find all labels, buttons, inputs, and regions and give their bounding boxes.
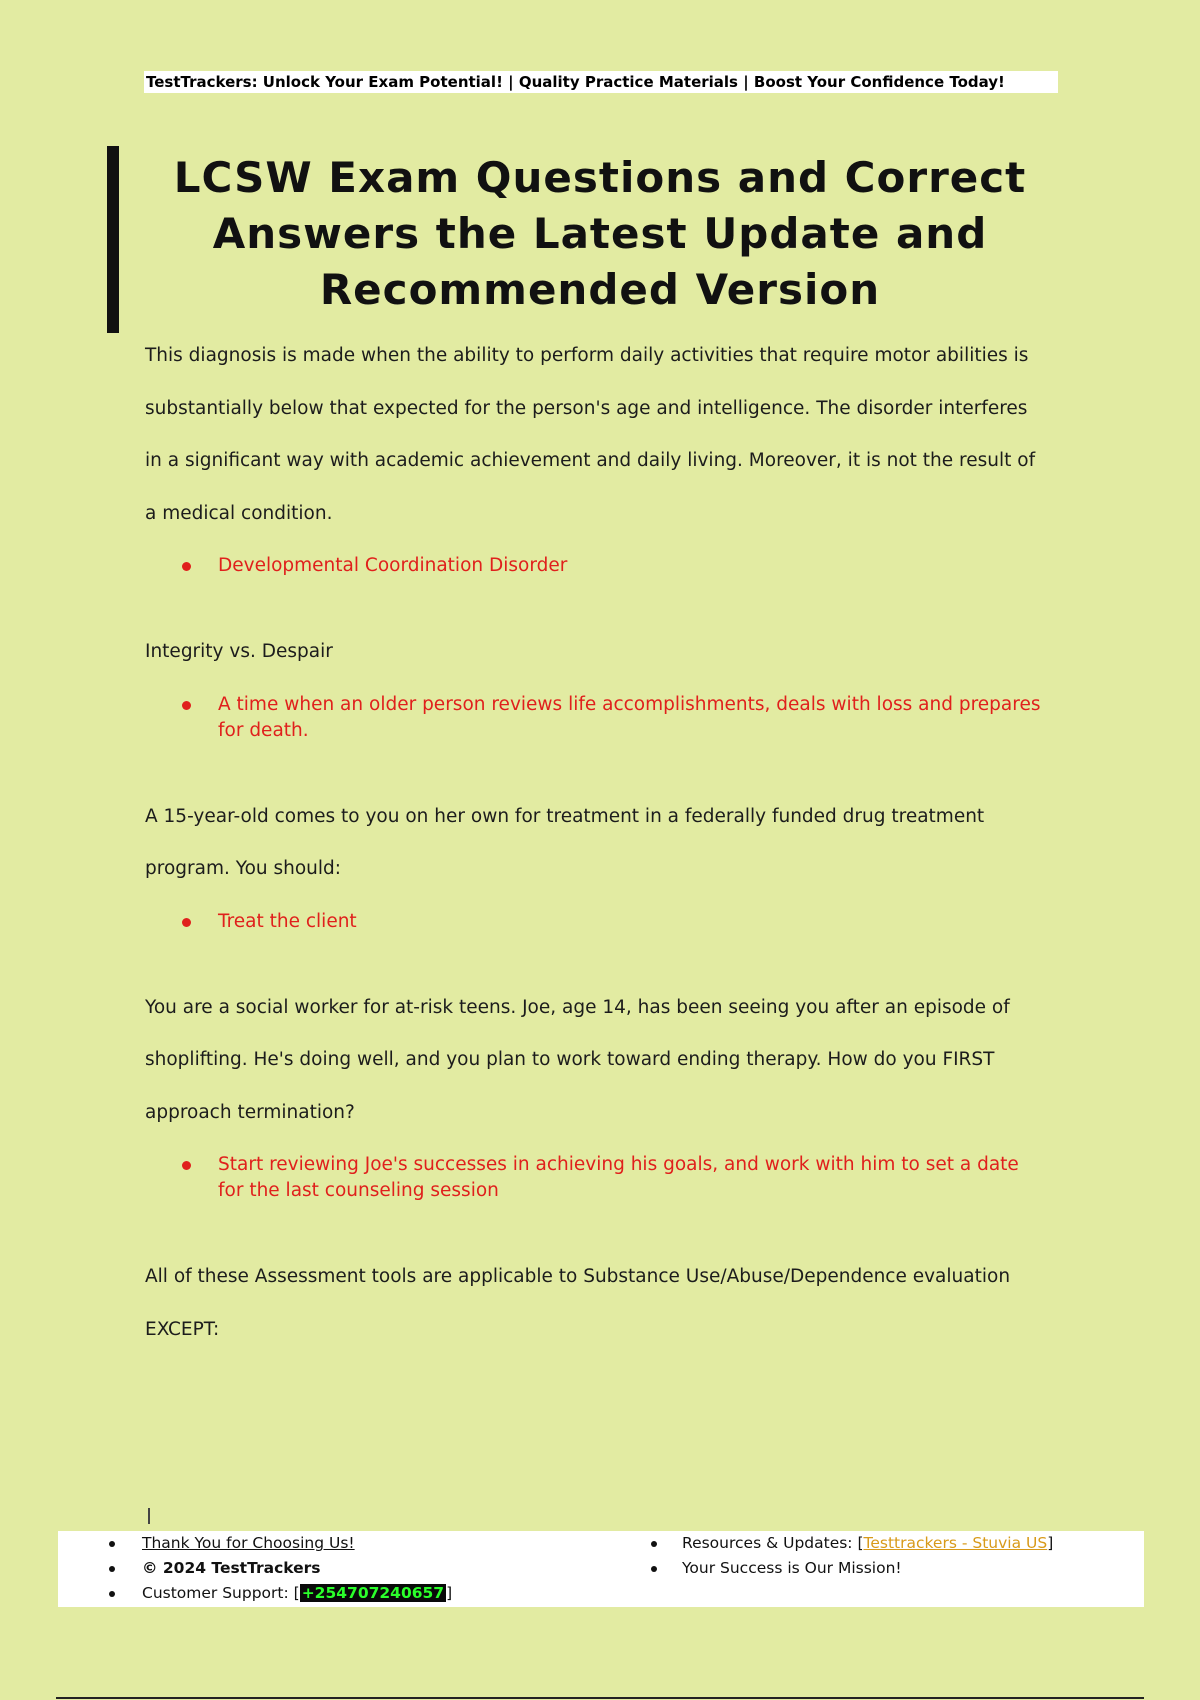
footer-support <box>58 1581 618 1606</box>
footer-right-list <box>682 1531 1142 1581</box>
answer-1-text: Developmental Coordination Disorder <box>218 555 568 576</box>
bullet-icon <box>109 1591 115 1597</box>
answer-1 <box>145 553 1050 579</box>
answer-2 <box>145 692 1050 744</box>
question-3: A 15-year-old comes to you on her own for treatment in a federally funded drug treatment program. You should: <box>145 805 985 879</box>
bullet-icon <box>182 701 191 710</box>
qa-content <box>145 330 1050 1356</box>
bullet-icon <box>109 1541 115 1547</box>
resources-label: Resources & Updates: [ <box>682 1534 864 1552</box>
mission-text: Your Success is Our Mission! <box>682 1559 902 1577</box>
bullet-icon <box>182 1161 191 1170</box>
answer-3 <box>145 909 1050 935</box>
title-line-1: LCSW Exam Questions and Correct <box>173 153 1027 202</box>
footer-mission <box>682 1556 1142 1581</box>
bullet-icon <box>651 1566 657 1572</box>
question-5: All of these Assessment tools are applicable to Substance Use/Abuse/Dependence evaluation EXCEPT: <box>145 1266 1011 1340</box>
title-line-3: Recommended Version <box>319 265 881 314</box>
answer-list-1 <box>145 553 1050 579</box>
question-2: Integrity vs. Despair <box>145 641 333 662</box>
support-label: Customer Support: [ <box>142 1584 300 1602</box>
question-4: You are a social worker for at-risk teens. Joe, age 14, has been seeing you after an episode of shoplifting. He's doing well, and you plan to work toward ending therapy. How do you FIRST approach termination? <box>145 996 1010 1123</box>
title-accent-bar <box>107 146 119 333</box>
support-phone-link[interactable]: +254707240657 <box>301 1584 445 1602</box>
answer-list-3 <box>145 909 1050 935</box>
support-bracket: ] <box>446 1584 453 1602</box>
question-1: This diagnosis is made when the ability to perform daily activities that require motor abilities is substantially below that expected for the person's age and intelligence. The disorder interferes in a significant way with academic achievement and daily living. Moreover, it is not the result of a medical condition. <box>145 345 1036 524</box>
bullet-icon <box>182 918 191 927</box>
footer-thank-you <box>58 1531 618 1556</box>
answer-4-text: Start reviewing Joe's successes in achieving his goals, and work with him to set a date for the last counseling session <box>218 1154 1019 1201</box>
answer-list-2 <box>145 692 1050 744</box>
footer <box>58 1531 1144 1607</box>
answer-4 <box>145 1152 1050 1204</box>
answer-2-text: A time when an older person reviews life accomplishments, deals with loss and prepares for death. <box>218 693 1041 741</box>
header-banner: TestTrackers: Unlock Your Exam Potential! | Quality Practice Materials | Boost Your Confidence Today! <box>144 71 1058 93</box>
resources-bracket: ] <box>1047 1534 1054 1552</box>
footer-resources <box>682 1531 1142 1556</box>
answer-3-text: Treat the client <box>218 910 357 932</box>
bullet-icon <box>182 562 191 571</box>
bottom-divider <box>56 1697 1144 1699</box>
text-cursor <box>148 1508 150 1524</box>
bullet-icon <box>651 1541 657 1547</box>
title-line-2: Answers the Latest Update and <box>212 209 988 258</box>
thank-you-text: Thank You for Choosing Us! <box>142 1534 355 1552</box>
footer-copyright <box>58 1556 618 1581</box>
footer-left-list <box>58 1531 618 1606</box>
bullet-icon <box>109 1566 115 1572</box>
resources-link[interactable]: Testtrackers - Stuvia US <box>863 1534 1048 1552</box>
page-title <box>150 150 1050 318</box>
copyright-text: © 2024 TestTrackers <box>142 1559 321 1577</box>
answer-list-4 <box>145 1152 1050 1204</box>
